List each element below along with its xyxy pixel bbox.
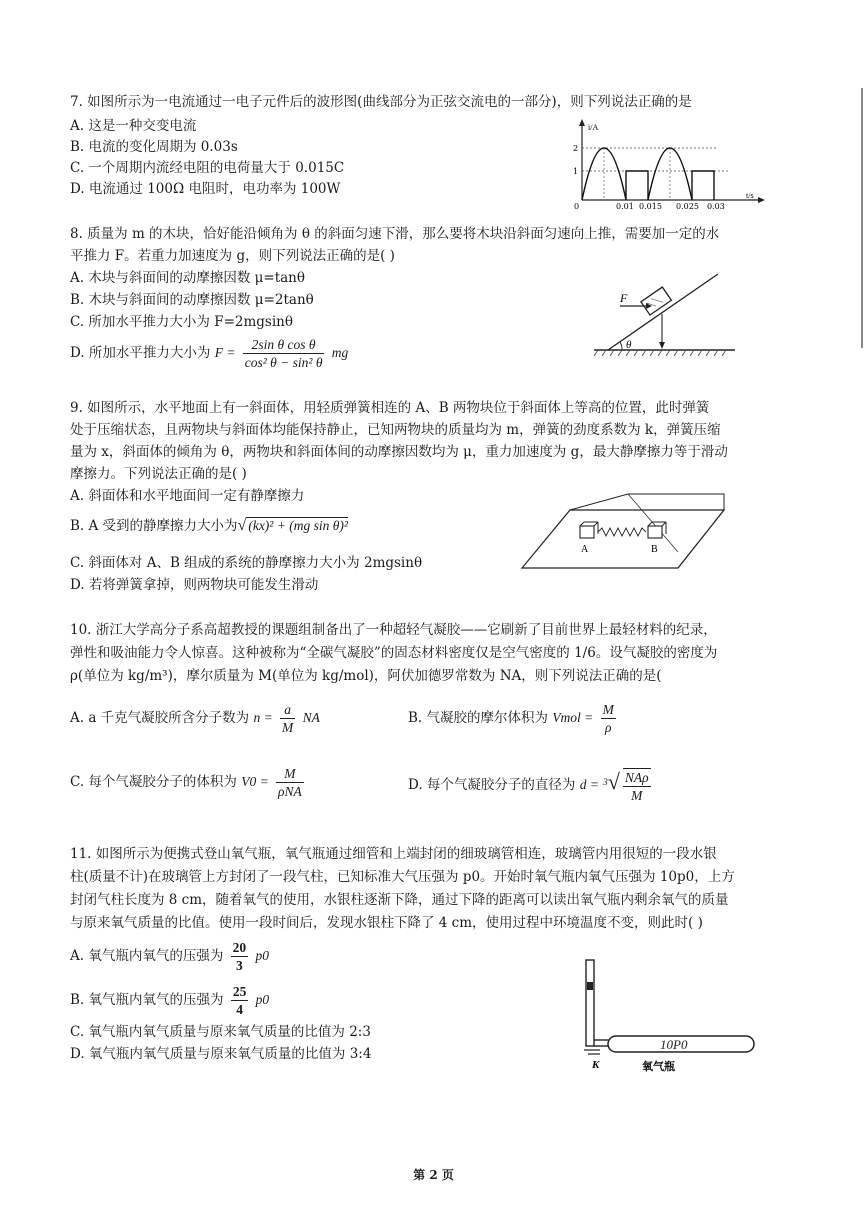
q10-option-a (70, 698, 320, 738)
q11-stem-line1: 11. 如图所示为便携式登山氧气瓶，氧气瓶通过细管和上端封闭的细玻璃管相连，玻璃管内用很短的一段水银 (70, 846, 717, 862)
q10-b-prefix: B. 气凝胶的摩尔体积为 (408, 710, 549, 726)
q10-d-fraction (623, 768, 651, 804)
q8-fig-F: F (620, 291, 628, 305)
q9-stem-line2: 处于压缩状态，且两物块与斜面体均能保持静止，已知两物块的质量均为 m，弹簧的劲度系数为 k，弹簧压缩 (70, 422, 721, 438)
q11-stem-line3: 封闭气柱长度为 8 cm，随着氧气的使用，水银柱逐渐下降，通过下降的距离可以读出氧气瓶内剩余氧气的质量 (70, 892, 729, 908)
q7-xlabel: t/s (746, 191, 754, 200)
q11-fig-label: 氧气瓶 (642, 1060, 675, 1073)
q9-b-prefix: B. A 受到的静摩擦力大小为 (70, 518, 238, 534)
q9-incline-spring-figure (518, 490, 730, 574)
q10-d-root-index: 3 (603, 777, 608, 787)
q11-a-tail: p0 (255, 948, 269, 963)
q7-xtick-0025: 0.025 (676, 202, 699, 210)
q8-stem-line1: 8. 质量为 m 的木块，恰好能沿倾角为 θ 的斜面匀速下滑，那么要将木块沿斜面匀速向上推，需要加一定的水 (70, 226, 720, 242)
q10-b-denominator: ρ (604, 720, 612, 735)
q10-option-d (408, 762, 654, 805)
q9-option-c: C. 斜面体对 A、B 组成的系统的静摩擦力大小为 2mgsinθ (70, 555, 423, 571)
q7-xtick-0: 0 (574, 202, 580, 210)
q9-fig-A: A (581, 544, 589, 555)
q10-c-numerator: M (276, 765, 304, 783)
q11-a-fraction (231, 939, 249, 974)
q8-d-denominator: cos² θ − sin² θ (244, 355, 323, 370)
q8-option-d (70, 334, 348, 372)
q10-d-lhs: d = (579, 777, 599, 792)
q11-stem-line2: 柱(质量不计)在玻璃管上方封闭了一段气柱，已知标准大气压强为 p0。开始时氧气瓶内氧气压强为 10p0，上方 (70, 869, 735, 885)
q7-current-waveform (568, 118, 768, 210)
q10-stem-line3: ρ(单位为 kg/m³)，摩尔质量为 M(单位为 kg/mol)，阿伏加德罗常数为 NA，则下列说法正确的是( (70, 668, 662, 684)
q7-xtick-003: 0.03 (707, 202, 725, 210)
q11-b-prefix: B. 氧气瓶内氧气的压强为 (70, 992, 224, 1008)
q10-a-fraction (280, 701, 295, 736)
q7-ytick-1: 1 (573, 167, 579, 176)
q10-b-numerator: M (602, 702, 614, 717)
q7-option-c: C. 一个周期内流经电阻的电荷量大于 0.015C (70, 160, 345, 176)
q11-b-tail: p0 (255, 992, 270, 1007)
q11-oxygen-bottle-figure (582, 956, 762, 1074)
q9-b-expr: (kx)² + (mg sin θ)² (248, 518, 348, 533)
q8-option-b: B. 木块与斜面间的动摩擦因数 μ=2tanθ (70, 292, 314, 308)
q11-option-a (70, 936, 269, 976)
q9-b-sqrt-sign: √ (237, 517, 247, 534)
q7-option-b: B. 电流的变化周期为 0.03s (70, 139, 238, 155)
q11-a-denominator: 3 (236, 958, 243, 973)
q10-c-lhs: V0 = (241, 774, 269, 789)
q7-option-d: D. 电流通过 100Ω 电阻时，电功率为 100W (70, 181, 341, 197)
q10-a-numerator: a (280, 701, 295, 719)
q10-a-lhs: n = (253, 710, 273, 725)
q11-b-denominator: 4 (236, 1002, 243, 1017)
q9-option-b (70, 516, 348, 536)
q8-d-fraction (243, 336, 325, 371)
q10-stem-line2: 弹性和吸油能力令人惊喜。这种被称为“全碳气凝胶”的固态材料密度仅是空气密度的 1/6。设气凝胶的密度为 (70, 645, 718, 661)
q10-option-b (408, 698, 619, 738)
q11-option-b (70, 980, 269, 1020)
q8-d-prefix: D. 所加水平推力大小为 (70, 345, 211, 361)
q7-xtick-001: 0.01 (616, 202, 634, 210)
q9-stem-line4: 摩擦力。下列说法正确的是( ) (70, 466, 247, 482)
q9-stem-line3: 量为 x，斜面体的倾角为 θ，两物块和斜面体间的动摩擦因数均为 μ，重力加速度为 g，最大静摩擦力等于滑动 (70, 444, 728, 460)
q10-b-fraction (601, 701, 616, 736)
q10-c-prefix: C. 每个气凝胶分子的体积为 (70, 774, 237, 790)
q9-stem-line1: 9. 如图所示，水平地面上有一斜面体，用轻质弹簧相连的 A、B 两物块位于斜面体上等高的位置，此时弹簧 (70, 400, 710, 416)
q11-option-c: C. 氧气瓶内氧气质量与原来氧气质量的比值为 2:3 (70, 1024, 371, 1040)
q10-a-denominator: M (282, 720, 294, 735)
q10-d-denominator: M (631, 787, 643, 803)
q9-option-d: D. 若将弹簧拿掉，则两物块可能发生滑动 (70, 577, 319, 593)
q8-incline-figure (590, 270, 740, 360)
q10-option-c (70, 762, 307, 802)
q8-stem-line2: 平推力 F。若重力加速度为 g，则下列说法正确的是( ) (70, 248, 395, 264)
q11-b-numerator: 25 (232, 984, 247, 999)
q10-stem-line1: 10. 浙江大学高分子系高超教授的课题组制备出了一种超轻气凝胶——它刷新了目前世界上最轻材料的纪录， (70, 622, 717, 638)
q10-d-prefix: D. 每个气凝胶分子的直径为 (408, 777, 576, 793)
q11-a-prefix: A. 氧气瓶内氧气的压强为 (70, 948, 224, 964)
q8-option-c: C. 所加水平推力大小为 F=2mgsinθ (70, 314, 294, 330)
q8-option-a: A. 木块与斜面间的动摩擦因数 μ=tanθ (70, 270, 306, 286)
q10-a-tail: NA (302, 710, 320, 725)
q7-ylabel: i/A (588, 123, 599, 132)
q7-stem: 7. 如图所示为一电流通过一电子元件后的波形图(曲线部分为正弦交流电的一部分)，则下列说法正确的是 (70, 94, 692, 110)
q11-option-d: D. 氧气瓶内氧气质量与原来氧气质量的比值为 3:4 (70, 1046, 372, 1062)
q8-d-numerator: 2sin θ cos θ (243, 336, 325, 354)
q11-a-numerator: 20 (232, 940, 247, 955)
q10-b-lhs: Vmol = (552, 710, 594, 725)
page-edge-mark (861, 88, 863, 348)
q9-fig-B: B (651, 544, 658, 555)
q10-a-prefix: A. a 千克气凝胶所含分子数为 (70, 710, 250, 726)
q8-d-lhs: F = (214, 345, 236, 360)
page-number: 第 2 页 (413, 1168, 454, 1182)
q8-d-tail: mg (331, 345, 349, 360)
q10-d-numerator: NAρ (624, 769, 649, 785)
q11-fig-handwriting: 10P0 (660, 1037, 688, 1052)
q11-fig-K: K (592, 1059, 600, 1071)
q10-d-root-sign: √ (607, 769, 620, 794)
q9-option-a: A. 斜面体和水平地面间一定有静摩擦力 (70, 488, 305, 504)
q11-b-fraction (231, 983, 249, 1018)
q11-stem-line4: 与原来氧气质量的比值。使用一段时间后，发现水银柱下降了 4 cm，使用过程中环境温度不变，则此时( ) (70, 915, 703, 931)
q7-ytick-2: 2 (573, 144, 579, 153)
q7-xtick-0015: 0.015 (639, 202, 662, 210)
q7-option-a: A. 这是一种交变电流 (70, 118, 197, 134)
q10-c-denominator: ρNA (278, 784, 302, 799)
q10-c-fraction (276, 765, 304, 800)
q8-fig-theta: θ (626, 339, 632, 351)
